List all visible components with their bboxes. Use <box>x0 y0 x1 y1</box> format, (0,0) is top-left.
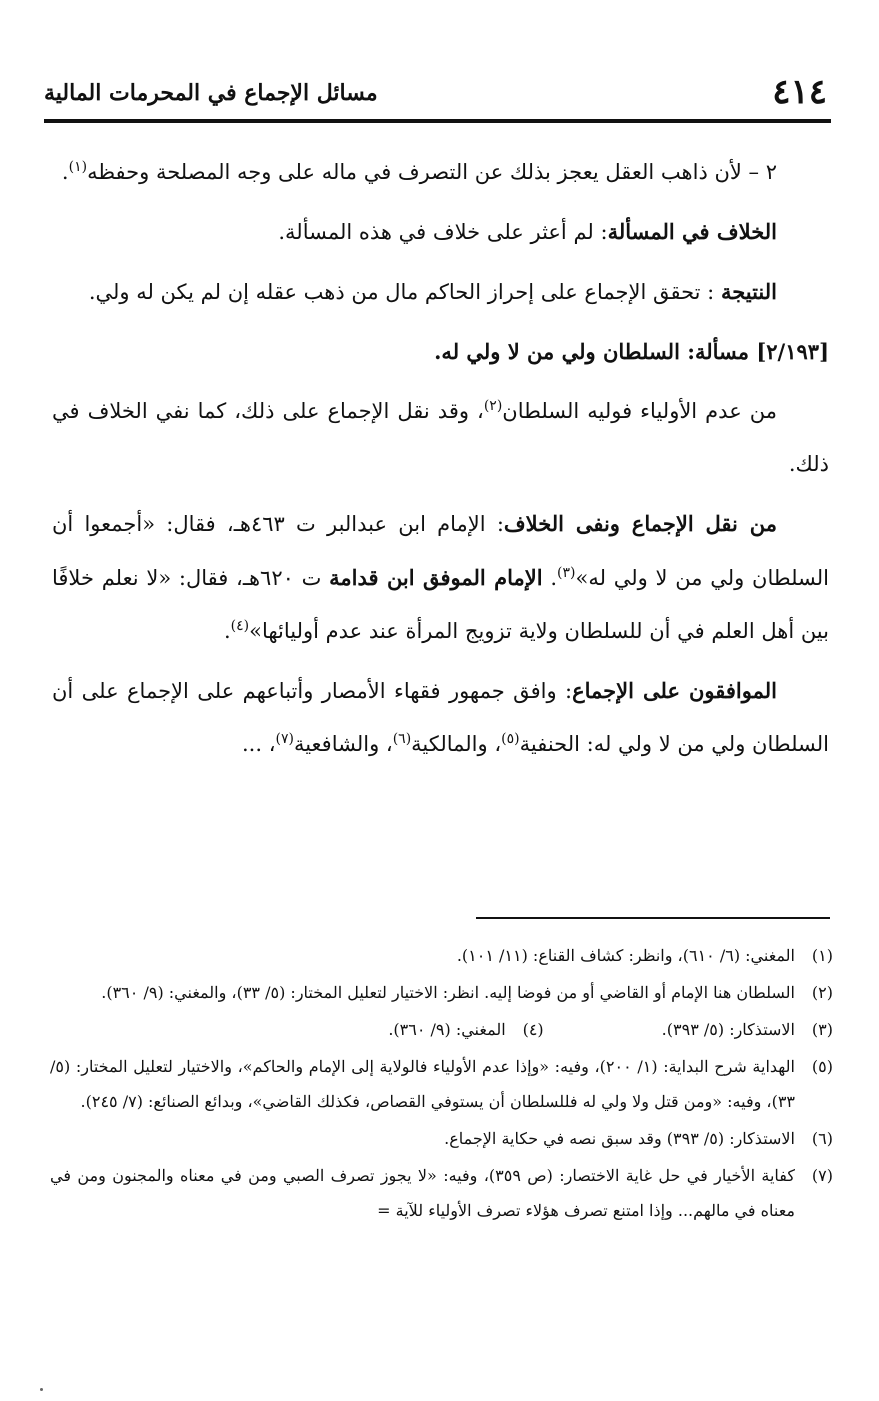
footnote-1: (١) المغني: (٦/ ٦١٠)، وانظر: كشاف القناع: (١١/ ١٠١). <box>456 946 833 965</box>
page-number: ٤١٤ <box>772 72 827 112</box>
paragraph-agreers: الموافقون على الإجماع: وافق جمهور فقهاء الأمصار وأتباعهم على الإجماع على أن السلطان ولي من لا ولي له: الحنفية$^{(٥)}$، والمالكية$^{(٦)}$، والشافعية$^{(٧)}$، ... <box>52 678 829 756</box>
section-label: من نقل الإجماع ونفى الخلاف <box>503 511 777 536</box>
footnote-2: (٢) السلطان هنا الإمام أو القاضي أو من فوضا إليه. انظر: الاختيار لتعليل المختار: (٥/ ٣٣)، والمغني: (٩/ ٣٦٠). <box>101 983 833 1002</box>
footnote-row-3-4 <box>50 1012 833 1047</box>
footnote-7: (٧) كفاية الأخيار في حل غاية الاختصار: (ص ٣٥٩)، وفيه: «لا يجوز تصرف الصبي ومن في معناه والمجنون ومن في معناه في مالهم... وإذا امتنع تصرف هؤلاء تصرف الأولياء للآية = <box>50 1166 833 1220</box>
footnote-3: (٣) الاستذكار: (٥/ ٣٩٣). <box>661 1020 833 1039</box>
main-text <box>52 146 829 777</box>
paragraph-reason-2: ٢ – لأن ذاهب العقل يعجز بذلك عن التصرف في ماله على وجه المصلحة وحفظه$^{(١)}$. <box>61 159 777 184</box>
section-label: الموافقون على الإجماع <box>572 678 777 703</box>
footnote-ref[interactable]: (٣) <box>557 565 576 581</box>
section-label: النتيجة <box>720 279 777 304</box>
footnote-ref[interactable]: (١) <box>68 159 88 175</box>
footnote-separator <box>476 917 830 919</box>
running-title: مسائل الإجماع في المحرمات المالية <box>44 80 378 106</box>
footnote-ref[interactable]: (٥) <box>501 731 520 747</box>
paragraph-result: النتيجة : تحقق الإجماع على إحراز الحاكم مال من ذهب عقله إن لم يكن له ولي. <box>88 279 777 304</box>
section-label: الخلاف في المسألة <box>607 219 777 244</box>
footnote-ref[interactable]: (٤) <box>230 618 250 634</box>
footnote-ref[interactable]: (٦) <box>392 731 412 747</box>
paragraph-transmitters: من نقل الإجماع ونفى الخلاف: الإمام ابن عبدالبر ت ٤٦٣هـ، فقال: «أجمعوا أن السلطان ولي من لا ولي له»$^{(٣)}$. الإمام الموفق ابن قدامة ت ٦٢٠هـ، فقال: «لا نعلم خلافًا بين أهل العلم في أن للسلطان ولاية تزويج المرأة عند عدم أوليائها»$^{(٤)}$. <box>52 511 829 643</box>
footnote-6: (٦) الاستذكار: (٥/ ٣٩٣) وقد سبق نصه في حكاية الإجماع. <box>444 1129 833 1148</box>
page-header <box>44 62 827 120</box>
scan-speck <box>40 1388 43 1391</box>
footnote-4: (٤) المغني: (٩/ ٣٦٠). <box>388 1020 544 1039</box>
paragraph-disagreement: الخلاف في المسألة: لم أعثر على خلاف في هذه المسألة. <box>278 219 777 244</box>
footnotes <box>50 938 833 1230</box>
footnote-5: (٥) الهداية شرح البداية: (١/ ٢٠٠)، وفيه: «وإذا عدم الأولياء فالولاية إلى الإمام والحاكم»، والاختيار لتعليل المختار: (٥/ ٣٣)، وفيه: «ومن قتل ولا ولي له فللسلطان أن يستوفي القصاص، فكذلك القاضي»، وبدائع الصنائع: (٧/ ٢٤٥). <box>50 1057 833 1111</box>
footnote-ref[interactable]: (٧) <box>275 731 294 747</box>
footnote-ref[interactable]: (٢) <box>483 398 503 414</box>
issue-heading: [٢/١٩٣] مسألة: السلطان ولي من لا ولي له. <box>434 339 829 364</box>
paragraph-intro: من عدم الأولياء فوليه السلطان$^{(٢)}$، وقد نقل الإجماع على ذلك، كما نفي الخلاف في ذلك. <box>52 398 829 476</box>
header-rule <box>44 119 831 123</box>
